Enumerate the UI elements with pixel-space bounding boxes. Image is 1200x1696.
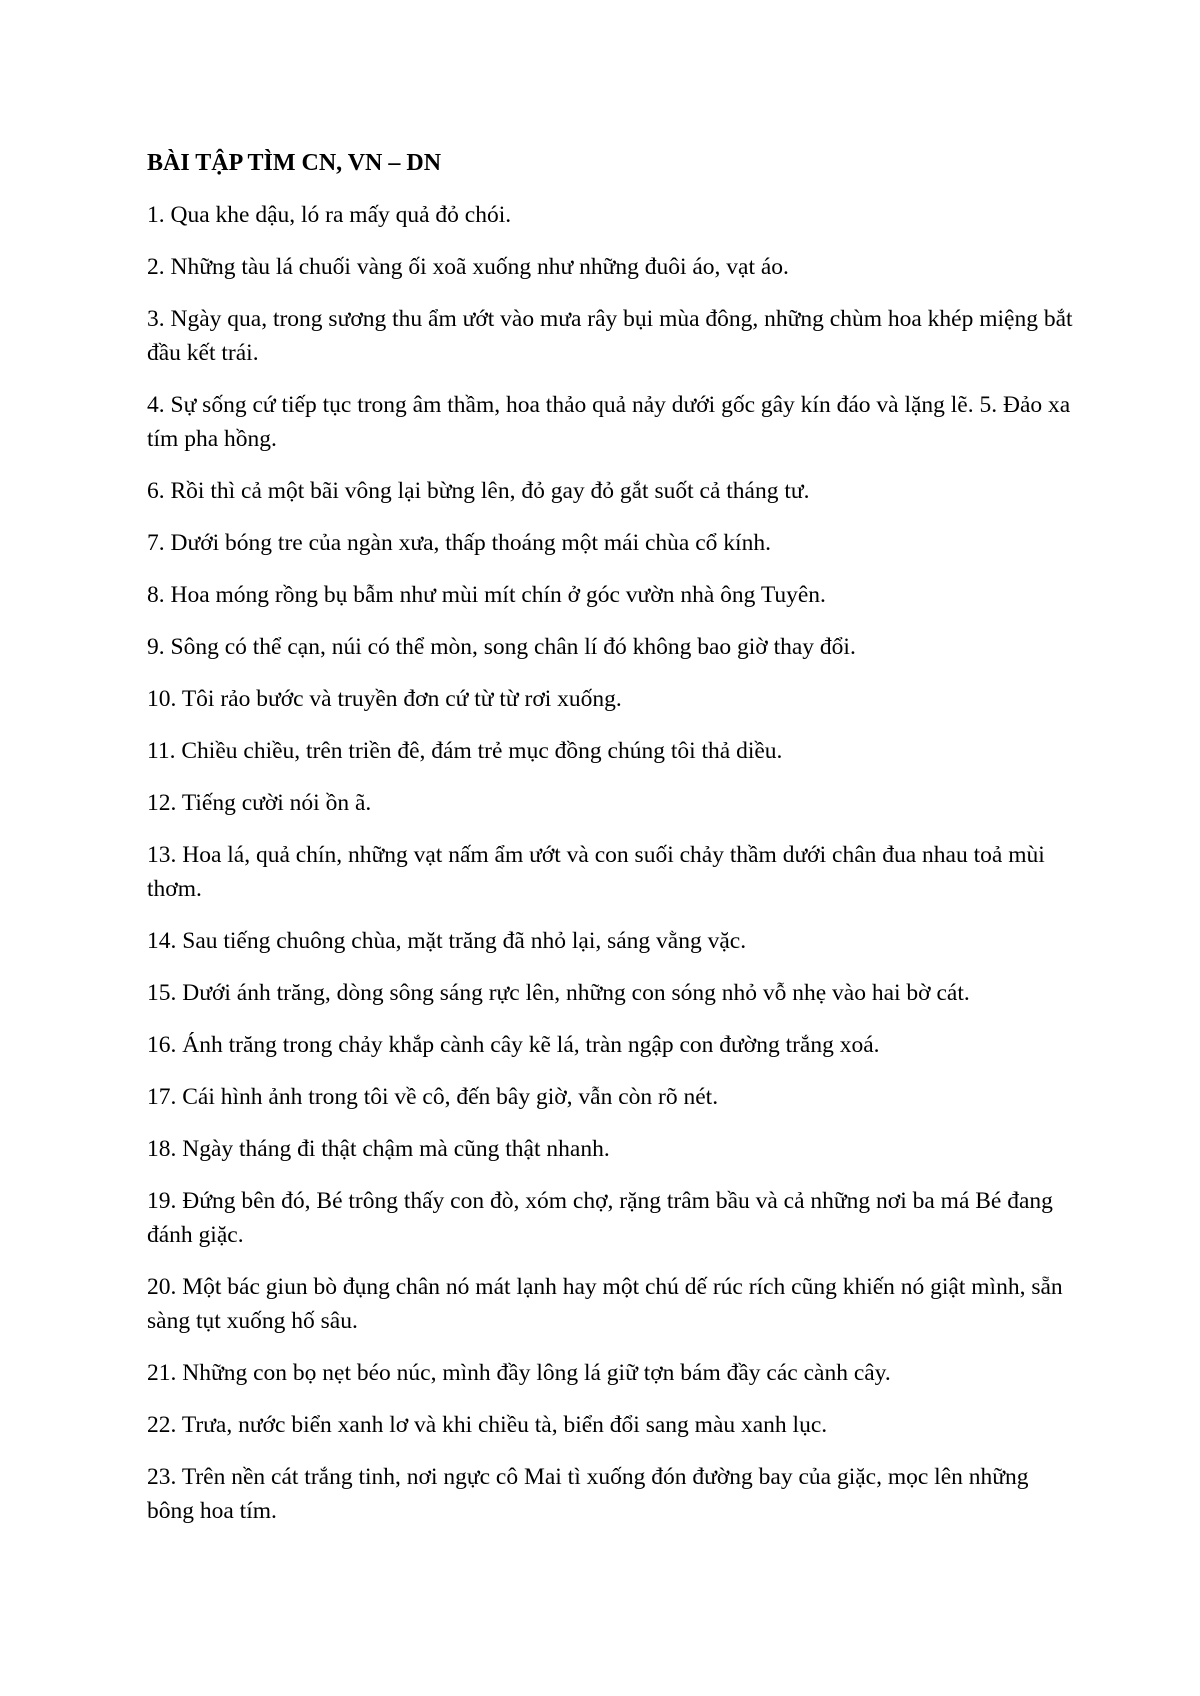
exercise-item-12: 12. Tiếng cười nói ồn ã. xyxy=(147,790,372,816)
exercise-item-2: 2. Những tàu lá chuối vàng ối xoã xuống như những đuôi áo, vạt áo. xyxy=(147,254,789,280)
exercise-item-1: 1. Qua khe dậu, ló ra mấy quả đỏ chói. xyxy=(147,202,512,228)
exercise-item-7: 7. Dưới bóng tre của ngàn xưa, thấp thoáng một mái chùa cổ kính. xyxy=(147,530,771,556)
exercise-item-6: 6. Rồi thì cả một bãi vông lại bừng lên, đỏ gay đỏ gắt suốt cả tháng tư. xyxy=(147,478,810,504)
exercise-item-3: 3. Ngày qua, trong sương thu ẩm ướt vào mưa rây bụi mùa đông, những chùm hoa khép miệng bắt đầu kết trái. xyxy=(147,306,1073,366)
exercise-item-8: 8. Hoa móng rồng bụ bẫm như mùi mít chín ở góc vườn nhà ông Tuyên. xyxy=(147,582,826,608)
exercise-item-23: 23. Trên nền cát trắng tinh, nơi ngực cô Mai tì xuống đón đường bay của giặc, mọc lên những bông hoa tím. xyxy=(147,1464,1029,1524)
exercise-item-19: 19. Đứng bên đó, Bé trông thấy con đò, xóm chợ, rặng trâm bầu và cả những nơi ba má Bé đang đánh giặc. xyxy=(147,1188,1053,1248)
exercise-item-17: 17. Cái hình ảnh trong tôi về cô, đến bây giờ, vẫn còn rõ nét. xyxy=(147,1084,719,1110)
exercise-item-15: 15. Dưới ánh trăng, dòng sông sáng rực lên, những con sóng nhỏ vỗ nhẹ vào hai bờ cát. xyxy=(147,980,970,1006)
exercise-item-18: 18. Ngày tháng đi thật chậm mà cũng thật nhanh. xyxy=(147,1136,610,1162)
exercise-item-10: 10. Tôi rảo bước và truyền đơn cứ từ từ rơi xuống. xyxy=(147,686,622,712)
exercise-item-16: 16. Ánh trăng trong chảy khắp cành cây kẽ lá, tràn ngập con đường trắng xoá. xyxy=(147,1032,880,1058)
exercise-item-13: 13. Hoa lá, quả chín, những vạt nấm ẩm ướt và con suối chảy thầm dưới chân đua nhau toả mùi thơm. xyxy=(147,842,1045,902)
document-body xyxy=(147,146,1077,1546)
exercise-item-21: 21. Những con bọ nẹt béo núc, mình đầy lông lá giữ tợn bám đầy các cành cây. xyxy=(147,1360,891,1386)
exercise-item-20: 20. Một bác giun bò đụng chân nó mát lạnh hay một chú dế rúc rích cũng khiến nó giật mình, sẵn sàng tụt xuống hố sâu. xyxy=(147,1274,1063,1334)
document-title: BÀI TẬP TÌM CN, VN – DN xyxy=(147,150,442,176)
exercise-item-4-5: 4. Sự sống cứ tiếp tục trong âm thầm, hoa thảo quả nảy dưới gốc gây kín đáo và lặng lẽ. 5. Đảo xa tím pha hồng. xyxy=(147,392,1071,452)
exercise-item-9: 9. Sông có thể cạn, núi có thể mòn, song chân lí đó không bao giờ thay đổi. xyxy=(147,634,856,660)
exercise-item-14: 14. Sau tiếng chuông chùa, mặt trăng đã nhỏ lại, sáng vằng vặc. xyxy=(147,928,747,954)
exercise-item-22: 22. Trưa, nước biển xanh lơ và khi chiều tà, biển đổi sang màu xanh lục. xyxy=(147,1412,828,1438)
exercise-item-11: 11. Chiều chiều, trên triền đê, đám trẻ mục đồng chúng tôi thả diều. xyxy=(147,738,783,764)
